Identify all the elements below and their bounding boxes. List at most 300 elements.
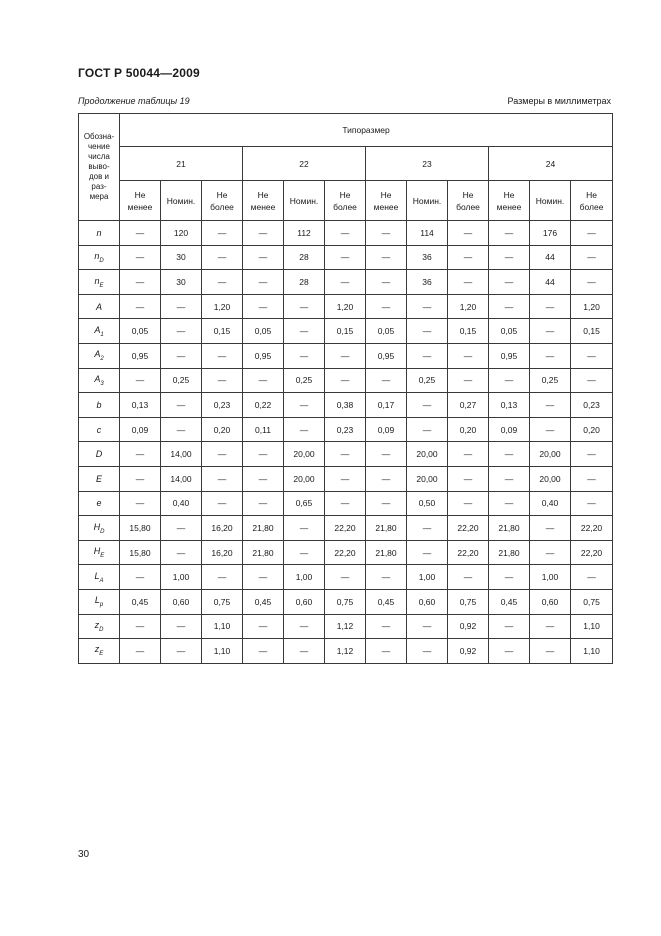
value-cell: — <box>120 491 161 516</box>
value-cell: 1,00 <box>284 565 325 590</box>
value-cell: — <box>571 565 613 590</box>
symbol-text: D <box>95 449 103 460</box>
value-cell: 20,00 <box>284 466 325 491</box>
subheader-line: менее <box>373 201 399 212</box>
table-row <box>79 294 613 319</box>
value-cell: 22,20 <box>448 540 489 565</box>
symbol-text: H <box>93 546 101 557</box>
symbol-subscript: A <box>99 577 104 584</box>
value-cell: 22,20 <box>571 516 613 541</box>
value-cell: — <box>366 270 407 295</box>
value-cell: — <box>284 540 325 565</box>
value-cell: 0,92 <box>448 639 489 664</box>
max-subheader <box>325 181 366 221</box>
value-cell: 1,20 <box>448 294 489 319</box>
designation-line: чение <box>88 142 110 151</box>
value-cell: — <box>243 221 284 246</box>
value-cell: — <box>407 417 448 442</box>
header-row-group <box>79 114 613 147</box>
designation-header-cell <box>79 114 120 221</box>
value-cell: — <box>325 368 366 393</box>
symbol-text: n <box>94 250 100 261</box>
value-cell: — <box>571 442 613 467</box>
value-cell: — <box>284 639 325 664</box>
value-cell: — <box>120 221 161 246</box>
value-cell: — <box>284 343 325 368</box>
value-cell: — <box>202 343 243 368</box>
value-cell: — <box>120 639 161 664</box>
value-cell: 1,10 <box>202 639 243 664</box>
value-cell: 112 <box>284 221 325 246</box>
value-cell: — <box>243 639 284 664</box>
value-cell: — <box>366 491 407 516</box>
value-cell: 0,75 <box>202 589 243 614</box>
value-cell: 21,80 <box>489 516 530 541</box>
value-cell: — <box>202 270 243 295</box>
value-cell: — <box>448 491 489 516</box>
value-cell: 1,12 <box>325 614 366 639</box>
table-row <box>79 466 613 491</box>
value-cell: 30 <box>161 270 202 295</box>
value-cell: — <box>407 614 448 639</box>
value-cell: — <box>120 245 161 270</box>
value-cell: — <box>571 491 613 516</box>
symbol-subscript: E <box>99 282 104 289</box>
dimensions-table <box>78 113 613 664</box>
value-cell: 20,00 <box>530 442 571 467</box>
symbol-cell <box>79 540 120 565</box>
value-cell: — <box>202 245 243 270</box>
value-cell: — <box>284 516 325 541</box>
value-cell: 0,25 <box>530 368 571 393</box>
symbol-text: A <box>94 373 101 384</box>
value-cell: 0,23 <box>202 393 243 418</box>
value-cell: — <box>284 319 325 344</box>
value-cell: 21,80 <box>243 540 284 565</box>
value-cell: — <box>202 221 243 246</box>
symbol-text: n <box>94 275 100 286</box>
value-cell: — <box>530 393 571 418</box>
value-cell: 0,09 <box>120 417 161 442</box>
value-cell: 1,00 <box>407 565 448 590</box>
value-cell: — <box>202 442 243 467</box>
value-cell: 0,92 <box>448 614 489 639</box>
value-cell: — <box>243 442 284 467</box>
min-subheader <box>243 181 284 221</box>
size-header-cell: 24 <box>489 147 613 181</box>
min-subheader <box>366 181 407 221</box>
value-cell: — <box>489 491 530 516</box>
value-cell: — <box>243 294 284 319</box>
value-cell: 22,20 <box>325 516 366 541</box>
value-cell: — <box>489 294 530 319</box>
value-cell: — <box>202 466 243 491</box>
value-cell: 15,80 <box>120 516 161 541</box>
value-cell: — <box>284 614 325 639</box>
value-cell: 0,05 <box>120 319 161 344</box>
table-row <box>79 442 613 467</box>
symbol-cell <box>79 368 120 393</box>
value-cell: — <box>366 221 407 246</box>
value-cell: 20,00 <box>407 466 448 491</box>
table-row <box>79 270 613 295</box>
symbol-cell <box>79 491 120 516</box>
designation-line: выво- <box>88 162 110 171</box>
value-cell: 0,95 <box>366 343 407 368</box>
designation-line: раз- <box>91 182 107 191</box>
symbol-text: e <box>96 498 102 509</box>
value-cell: 21,80 <box>489 540 530 565</box>
value-cell: 0,05 <box>366 319 407 344</box>
value-cell: 0,45 <box>366 589 407 614</box>
value-cell: 0,15 <box>325 319 366 344</box>
value-cell: — <box>120 614 161 639</box>
value-cell: — <box>366 639 407 664</box>
table-row <box>79 343 613 368</box>
value-cell: 0,60 <box>407 589 448 614</box>
subheader-line: Не <box>216 189 228 200</box>
symbol-text: E <box>95 473 102 484</box>
value-cell: — <box>530 540 571 565</box>
value-cell: 0,50 <box>407 491 448 516</box>
header-row-sizes <box>79 147 613 181</box>
value-cell: — <box>284 417 325 442</box>
value-cell: — <box>161 417 202 442</box>
value-cell: 30 <box>161 245 202 270</box>
group-header-cell: Типоразмер <box>120 114 613 147</box>
table-row <box>79 319 613 344</box>
value-cell: 0,13 <box>489 393 530 418</box>
value-cell: — <box>530 294 571 319</box>
value-cell: 1,20 <box>571 294 613 319</box>
value-cell: 1,10 <box>571 614 613 639</box>
size-header-cell: 21 <box>120 147 243 181</box>
symbol-text: A <box>94 324 101 335</box>
symbol-text: L <box>94 570 100 581</box>
page-number: 30 <box>78 849 90 860</box>
value-cell: — <box>448 565 489 590</box>
value-cell: 22,20 <box>448 516 489 541</box>
value-cell: — <box>366 565 407 590</box>
value-cell: — <box>571 368 613 393</box>
value-cell: 0,17 <box>366 393 407 418</box>
symbol-subscript: D <box>100 528 105 535</box>
value-cell: 15,80 <box>120 540 161 565</box>
value-cell: — <box>448 442 489 467</box>
value-cell: 0,95 <box>243 343 284 368</box>
subheader-line: менее <box>496 201 522 212</box>
value-cell: — <box>120 565 161 590</box>
value-cell: — <box>407 540 448 565</box>
value-cell: — <box>571 466 613 491</box>
value-cell: 0,95 <box>120 343 161 368</box>
value-cell: — <box>366 442 407 467</box>
value-cell: — <box>571 270 613 295</box>
value-cell: — <box>489 270 530 295</box>
value-cell: 0,65 <box>284 491 325 516</box>
value-cell: 22,20 <box>571 540 613 565</box>
value-cell: 20,00 <box>284 442 325 467</box>
value-cell: 21,80 <box>243 516 284 541</box>
min-subheader <box>489 181 530 221</box>
value-cell: — <box>325 466 366 491</box>
value-cell: — <box>489 639 530 664</box>
symbol-text: z <box>94 644 100 655</box>
value-cell: — <box>448 368 489 393</box>
value-cell: — <box>284 393 325 418</box>
value-cell: 0,75 <box>571 589 613 614</box>
value-cell: — <box>530 639 571 664</box>
value-cell: — <box>571 245 613 270</box>
value-cell: — <box>325 245 366 270</box>
symbol-text: A <box>94 349 101 360</box>
value-cell: 0,40 <box>161 491 202 516</box>
value-cell: 0,27 <box>448 393 489 418</box>
value-cell: 1,00 <box>530 565 571 590</box>
value-cell: 1,00 <box>161 565 202 590</box>
subheader-line: Не <box>462 189 474 200</box>
value-cell: — <box>325 565 366 590</box>
table-row <box>79 245 613 270</box>
value-cell: — <box>243 466 284 491</box>
value-cell: — <box>161 294 202 319</box>
value-cell: 0,45 <box>243 589 284 614</box>
symbol-text: b <box>96 399 102 410</box>
symbol-subscript: E <box>100 552 105 559</box>
value-cell: — <box>202 565 243 590</box>
value-cell: — <box>284 294 325 319</box>
value-cell: 0,75 <box>325 589 366 614</box>
value-cell: — <box>407 343 448 368</box>
value-cell: 16,20 <box>202 540 243 565</box>
value-cell: — <box>489 221 530 246</box>
table-row <box>79 565 613 590</box>
value-cell: — <box>530 319 571 344</box>
symbol-cell <box>79 245 120 270</box>
symbol-cell <box>79 589 120 614</box>
table-row <box>79 614 613 639</box>
max-subheader <box>202 181 243 221</box>
designation-line: числа <box>88 152 110 161</box>
value-cell: — <box>407 516 448 541</box>
value-cell: 28 <box>284 270 325 295</box>
value-cell: 0,40 <box>530 491 571 516</box>
max-subheader <box>448 181 489 221</box>
symbol-text: H <box>93 521 101 532</box>
value-cell: 14,00 <box>161 466 202 491</box>
min-subheader <box>120 181 161 221</box>
value-cell: 0,05 <box>243 319 284 344</box>
value-cell: 0,23 <box>325 417 366 442</box>
table-row <box>79 417 613 442</box>
symbol-subscript: p <box>99 602 104 609</box>
subheader-line: менее <box>127 201 153 212</box>
table-continuation-label: Продолжение таблицы 19 <box>78 96 190 106</box>
symbol-cell <box>79 565 120 590</box>
value-cell: — <box>530 516 571 541</box>
symbol-subscript: 1 <box>100 331 104 338</box>
value-cell: 0,95 <box>489 343 530 368</box>
nominal-subheader: Номин. <box>284 181 325 221</box>
value-cell: 0,23 <box>571 393 613 418</box>
nominal-subheader: Номин. <box>161 181 202 221</box>
value-cell: — <box>489 614 530 639</box>
symbol-text: A <box>95 301 102 312</box>
value-cell: — <box>489 442 530 467</box>
value-cell: — <box>120 466 161 491</box>
value-cell: — <box>325 270 366 295</box>
table-row <box>79 368 613 393</box>
value-cell: 22,20 <box>325 540 366 565</box>
value-cell: 0,60 <box>161 589 202 614</box>
symbol-cell <box>79 221 120 246</box>
table-row <box>79 589 613 614</box>
table-row <box>79 516 613 541</box>
value-cell: 0,25 <box>284 368 325 393</box>
value-cell: — <box>448 270 489 295</box>
document-title: ГОСТ Р 50044—2009 <box>78 66 200 80</box>
value-cell: 0,09 <box>489 417 530 442</box>
subheader-line: Не <box>586 189 597 200</box>
symbol-cell <box>79 270 120 295</box>
value-cell: 36 <box>407 245 448 270</box>
value-cell: — <box>325 221 366 246</box>
nominal-subheader: Номин. <box>407 181 448 221</box>
value-cell: — <box>161 639 202 664</box>
table-row <box>79 221 613 246</box>
subheader-line: более <box>456 201 480 212</box>
value-cell: — <box>366 614 407 639</box>
header-row-subcolumns <box>79 181 613 221</box>
subheader-line: Не <box>503 189 515 200</box>
value-cell: — <box>571 343 613 368</box>
symbol-cell <box>79 442 120 467</box>
symbol-subscript: D <box>99 626 104 633</box>
subheader-line: Не <box>380 189 392 200</box>
value-cell: — <box>448 245 489 270</box>
value-cell: — <box>530 614 571 639</box>
value-cell: — <box>407 294 448 319</box>
value-cell: — <box>161 393 202 418</box>
value-cell: — <box>530 343 571 368</box>
symbol-text: L <box>94 595 100 606</box>
value-cell: — <box>407 639 448 664</box>
symbol-text: n <box>96 227 102 238</box>
value-cell: — <box>489 368 530 393</box>
value-cell: 36 <box>407 270 448 295</box>
symbol-cell <box>79 319 120 344</box>
value-cell: — <box>571 221 613 246</box>
subheader-line: Не <box>339 189 351 200</box>
value-cell: 0,45 <box>489 589 530 614</box>
value-cell: — <box>243 245 284 270</box>
table-row <box>79 491 613 516</box>
symbol-subscript: E <box>99 651 104 658</box>
value-cell: 0,15 <box>571 319 613 344</box>
max-subheader <box>571 181 613 221</box>
value-cell: 44 <box>530 270 571 295</box>
value-cell: 0,60 <box>284 589 325 614</box>
value-cell: — <box>366 368 407 393</box>
subheader-line: Не <box>134 189 146 200</box>
symbol-cell <box>79 393 120 418</box>
table-row <box>79 639 613 664</box>
value-cell: 0,60 <box>530 589 571 614</box>
value-cell: 0,15 <box>448 319 489 344</box>
symbol-subscript: 3 <box>100 380 104 387</box>
value-cell: — <box>243 614 284 639</box>
value-cell: — <box>161 516 202 541</box>
value-cell: 0,25 <box>407 368 448 393</box>
value-cell: 14,00 <box>161 442 202 467</box>
value-cell: — <box>161 343 202 368</box>
designation-line: дов и <box>88 172 110 181</box>
value-cell: — <box>366 294 407 319</box>
value-cell: 21,80 <box>366 540 407 565</box>
value-cell: — <box>243 270 284 295</box>
subheader-line: менее <box>250 201 276 212</box>
value-cell: — <box>325 343 366 368</box>
value-cell: 0,20 <box>202 417 243 442</box>
value-cell: — <box>120 442 161 467</box>
symbol-subscript: D <box>99 257 104 264</box>
value-cell: — <box>407 393 448 418</box>
nominal-subheader: Номин. <box>530 181 571 221</box>
value-cell: — <box>325 442 366 467</box>
units-label: Размеры в миллиметрах <box>507 96 611 106</box>
value-cell: 0,75 <box>448 589 489 614</box>
symbol-cell <box>79 614 120 639</box>
value-cell: — <box>161 614 202 639</box>
value-cell: 0,15 <box>202 319 243 344</box>
value-cell: 0,38 <box>325 393 366 418</box>
value-cell: 114 <box>407 221 448 246</box>
size-header-cell: 23 <box>366 147 489 181</box>
value-cell: 0,05 <box>489 319 530 344</box>
symbol-cell <box>79 294 120 319</box>
value-cell: 0,20 <box>571 417 613 442</box>
value-cell: 120 <box>161 221 202 246</box>
value-cell: 0,20 <box>448 417 489 442</box>
table-row <box>79 393 613 418</box>
value-cell: 0,22 <box>243 393 284 418</box>
value-cell: — <box>448 343 489 368</box>
value-cell: — <box>366 245 407 270</box>
size-header-cell: 22 <box>243 147 366 181</box>
value-cell: — <box>161 540 202 565</box>
table-row <box>79 540 613 565</box>
symbol-text: z <box>94 619 100 630</box>
value-cell: 0,13 <box>120 393 161 418</box>
value-cell: 0,11 <box>243 417 284 442</box>
value-cell: 176 <box>530 221 571 246</box>
value-cell: 0,09 <box>366 417 407 442</box>
value-cell: 0,25 <box>161 368 202 393</box>
subheader-line: более <box>210 201 234 212</box>
value-cell: — <box>448 221 489 246</box>
value-cell: — <box>243 368 284 393</box>
value-cell: 20,00 <box>530 466 571 491</box>
value-cell: — <box>448 466 489 491</box>
value-cell: — <box>530 417 571 442</box>
value-cell: 16,20 <box>202 516 243 541</box>
value-cell: 1,20 <box>202 294 243 319</box>
value-cell: — <box>407 319 448 344</box>
designation-line: мера <box>89 192 109 201</box>
value-cell: — <box>366 466 407 491</box>
value-cell: 0,45 <box>120 589 161 614</box>
subheader-line: Не <box>257 189 269 200</box>
